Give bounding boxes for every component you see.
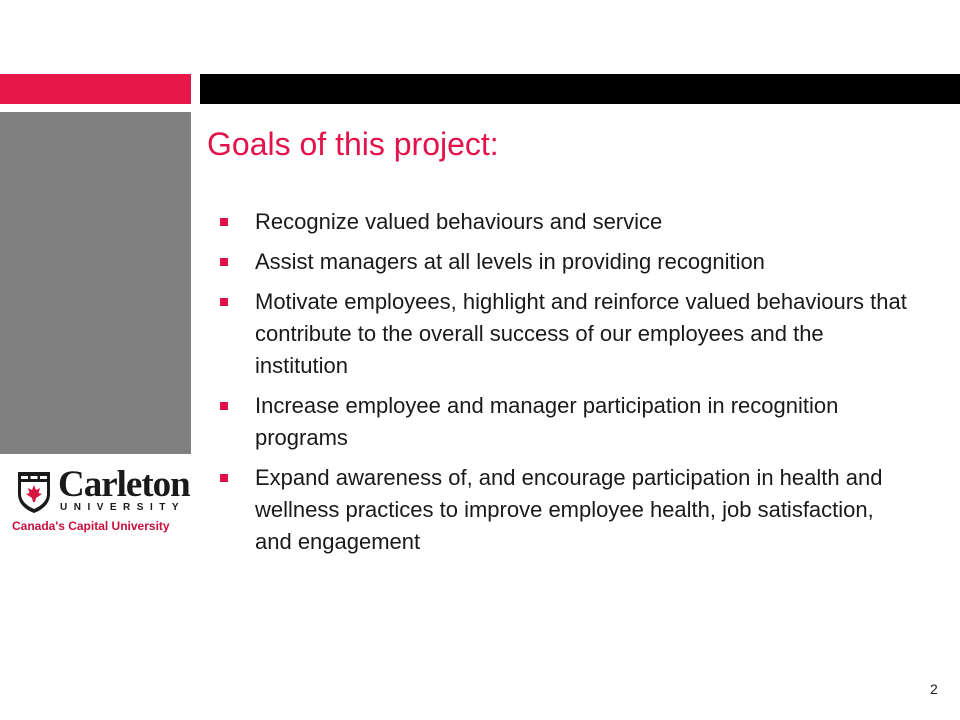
logo-wordmark: Carleton: [58, 464, 190, 505]
bullet-text: Increase employee and manager participation in recognition programs: [255, 393, 839, 450]
bullet-list: [218, 206, 908, 566]
page-number: 2: [930, 681, 938, 697]
bullet-item: [218, 390, 908, 454]
bullet-item: [218, 462, 908, 558]
square-bullet-icon: [220, 402, 228, 410]
bullet-item: [218, 206, 908, 238]
bullet-text: Motivate employees, highlight and reinforce valued behaviours that contribute to the overall success of our employees and the institution: [255, 289, 907, 378]
carleton-shield-icon: [16, 470, 52, 514]
header-black-bar: [200, 74, 960, 104]
bullet-item: [218, 286, 908, 382]
square-bullet-icon: [220, 298, 228, 306]
bullet-text: Expand awareness of, and encourage participation in health and wellness practices to improve employee health, job satisfaction, and engagement: [255, 465, 883, 554]
square-bullet-icon: [220, 218, 228, 226]
square-bullet-icon: [220, 258, 228, 266]
bullet-text: Assist managers at all levels in providing recognition: [255, 249, 765, 274]
side-gray-panel: [0, 112, 191, 454]
header-red-bar: [0, 74, 191, 104]
carleton-logo: [12, 464, 190, 540]
logo-tagline: Canada's Capital University: [12, 519, 170, 533]
bullet-text: Recognize valued behaviours and service: [255, 209, 663, 234]
square-bullet-icon: [220, 474, 228, 482]
slide-title: Goals of this project:: [207, 126, 499, 162]
logo-university: UNIVERSITY: [60, 502, 186, 513]
bullet-item: [218, 246, 908, 278]
